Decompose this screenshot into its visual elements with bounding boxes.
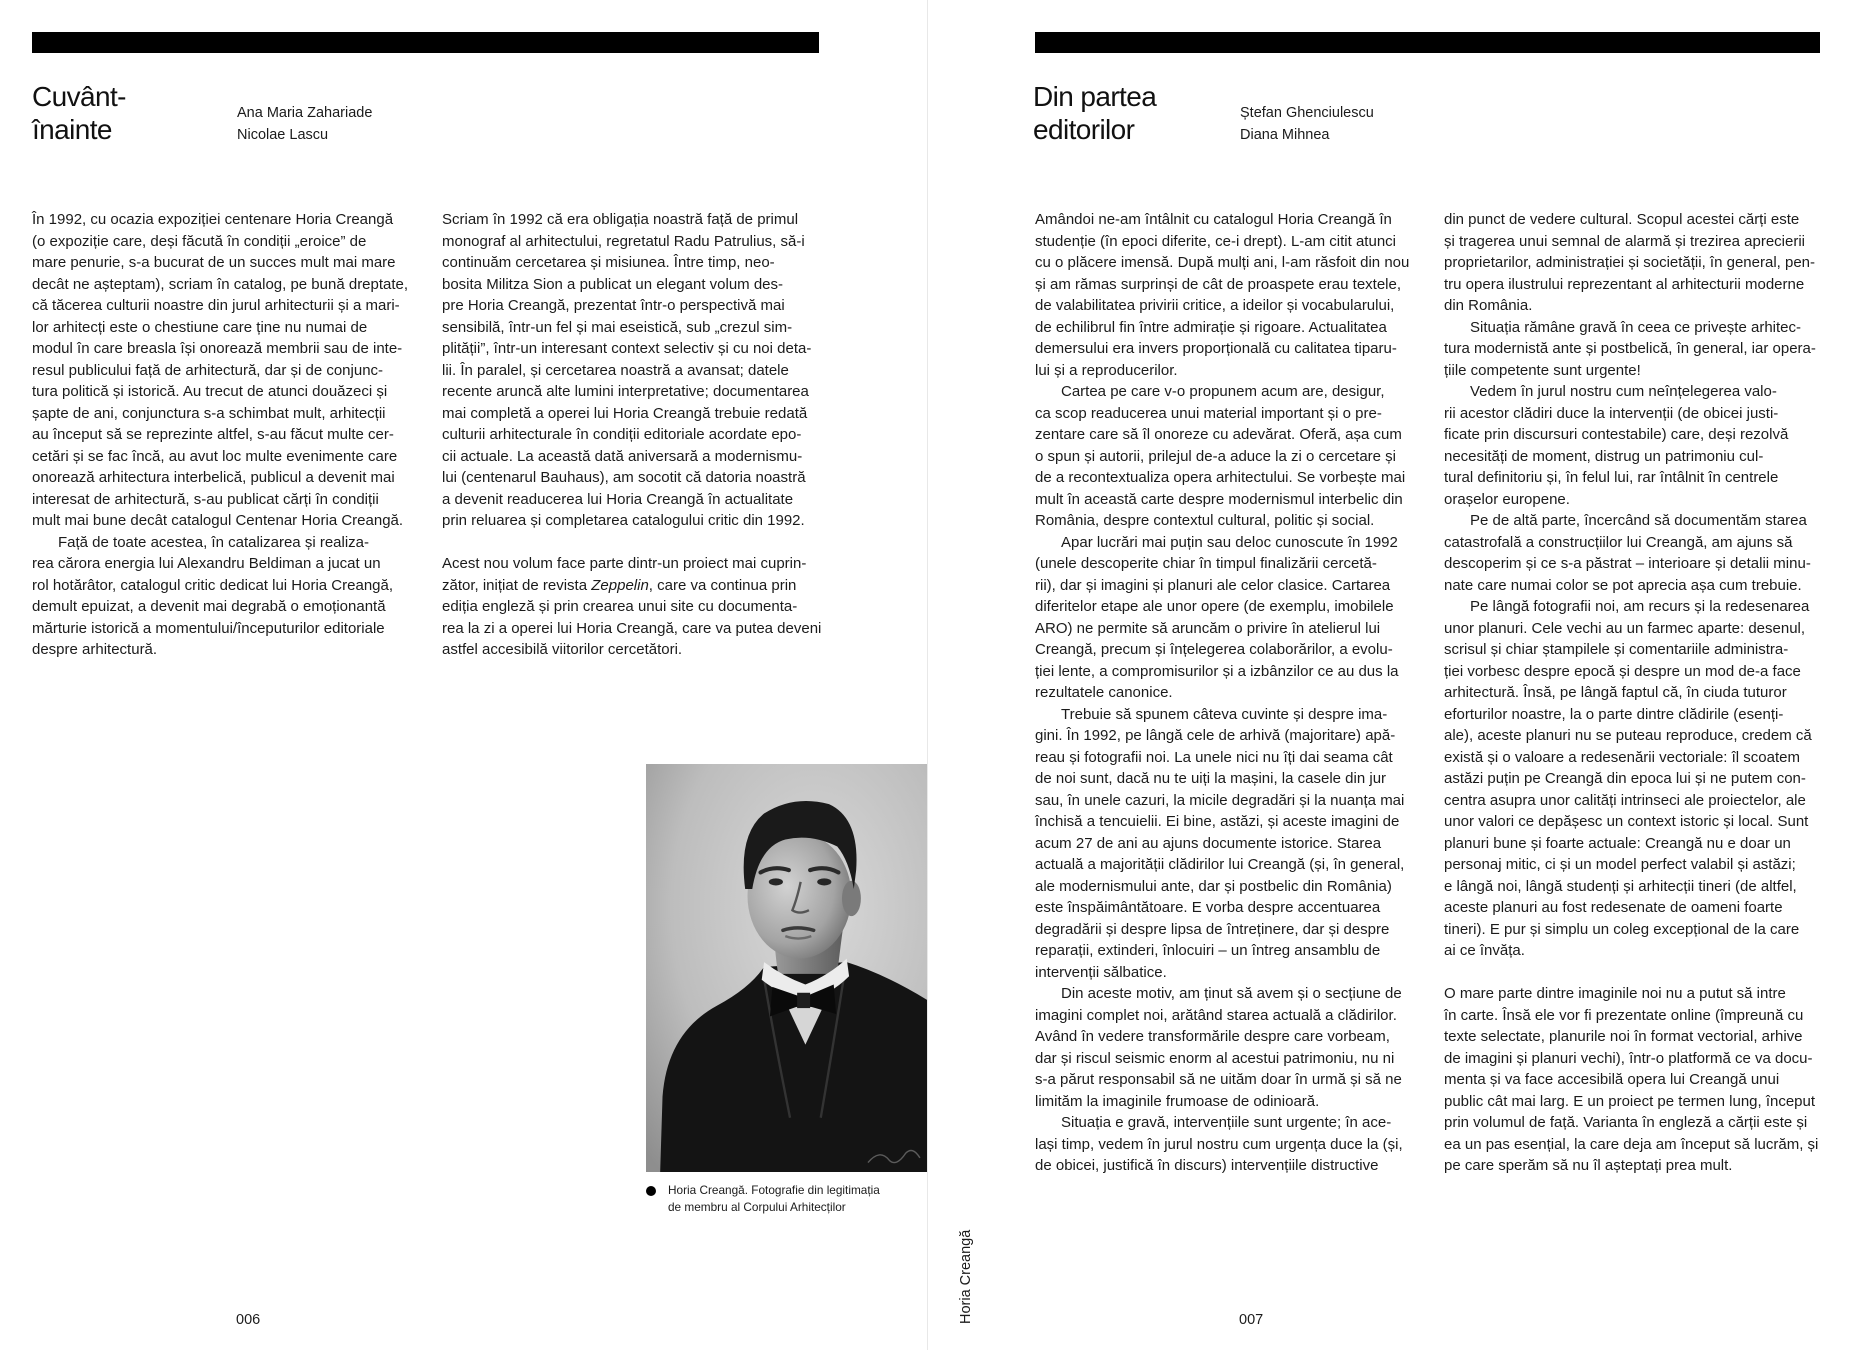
page-number: 006 xyxy=(236,1312,261,1328)
paragraph: Amândoi ne-am întâlnit cu catalogul Horia Creangă în studenție (în epoci diferite, ce-i drept). L-am citit atunci cu o plăcere imensă. După mulți ani, l-am răsfoit din nou și am rămas surprinși de cât de proaspete erau textele, de valabilitatea privirii critice, a ideilor și vocabularului, de echilibrul fin între admirație și rigoare. Actualitatea demersului era invers proporțională cu calitatea tiparu- lui și a reproducerilor. xyxy=(1035,211,1410,379)
magazine-name: Zeppelin xyxy=(591,576,649,594)
author-list xyxy=(1240,103,1374,146)
paragraph: Față de toate acestea, în catalizarea și realiza- rea cărora energia lui Alexandru Beldiman a jucat un rol hotărâtor, catalogul critic dedicat lui Horia Creangă, demult epuizat, a devenit mai degrabă o emoționantă mărturie istorică a momentului/începuturilor editoriale despre arhitectură. xyxy=(32,533,394,658)
caption-bullet xyxy=(646,1186,656,1196)
paragraph: din punct de vedere cultural. Scopul acestei cărți este și tragerea unui semnal de alarmă și trezirea aprecierii proprietarilor, administrației și societății, în general, pen- tru opera ilustrului reprezentant al arhitecturii moderne din România. xyxy=(1444,211,1816,314)
paragraph: Trebuie să spunem câteva cuvinte și despre ima- gini. În 1992, pe lângă cele de arhivă (majoritare) apă- reau și fotografii noi. La unele nici nu îți dai seama cât de noi sunt, dacă nu te uiți la mașini, la casele din jur sau, în unele cazuri, la micile degradări și la nuanța mai închisă a tencuielii. Ei bine, astăzi, și aceste imagini de acum 27 de ani au ajuns documente istorice. Starea actuală a majorității clădirilor lui Creangă (și, în general, ale modernismului ante, dar și postbelic din România) este înspăimântătoare. E vorba despre accentuarea degradării și despre lipsa de întreținere, dar și despre reparații, extinderi, înlocuiri – un întreg ansamblu de intervenții sălbatice. xyxy=(1035,705,1405,981)
page-number: 007 xyxy=(1239,1312,1264,1328)
paragraph-text: , care va continua prin ediția engleză și prin crearea unui site cu documenta- rea la zi a operei lui Horia Creangă, care va putea deveni astfel accesibilă viitorilor cercetători. xyxy=(442,576,822,658)
paragraph: Cartea pe care v-o propunem acum are, desigur, ca scop readucerea unui material important și o pre- zentare care să îl onoreze cu adevărat. Oferă, așa cum o spun și autorii, prilejul de-a aduce la zi o cercetare și de a recontextualiza opera arhitectului. Se vorbește mai mult în această carte despre modernismul interbelic din România, despre contextul cultural, politic și social. xyxy=(1035,383,1406,529)
right-page xyxy=(927,0,1850,1350)
text-column-1 xyxy=(1035,209,1420,1177)
portrait-image xyxy=(646,764,927,1172)
text-column-2 xyxy=(1444,209,1829,1177)
paragraph-text: Acest nou volum face parte dintr-un proiect mai cuprin- zător, inițiat de revista xyxy=(442,555,807,594)
paragraph: Situația e gravă, intervențiile sunt urgente; în ace- lași timp, vedem în jurul nostru cum urgența duce la (și, de obicei, justifică în discurs) intervențiile distructive xyxy=(1035,1114,1403,1174)
paragraph: În 1992, cu ocazia expoziției centenare Horia Creangă (o expoziție care, deși făcută în condiții „eroice” de mare penurie, s-a bucurat de un succes mult mai mare decât ne așteptam), scriam în catalog, pe bună dreptate, că tăcerea culturii noastre din jurul arhitecturii și a mari- lor arhitecți este o chestiune care ține nu numai de modul în care breasla își onorează membrii sau de inte- resul publicului față de arhitectură, dar și de conjunc- tura politică și istorică. Au trecut de atunci douăzeci și șapte de ani, conjunctura s-a schimbat mult, arhitecții au început să se reprezinte altfel, s-au făcut multe cer- cetări și se fac încă, au avut loc multe evenimente care onorează arhitectura interbelică, publicul a devenit mai interesat de arhitectură, s-au publicat cărți în condiții mult mai bune decât catalogul Centenar Horia Creangă. xyxy=(32,211,409,529)
author-list xyxy=(237,103,372,146)
author-name: Ștefan Ghenciulescu xyxy=(1240,105,1374,121)
author-name: Diana Mihnea xyxy=(1240,126,1330,143)
section-title: Cuvânt- înainte xyxy=(32,81,126,145)
photo-caption: Horia Creangă. Fotografie din legitimația de membru al Corpului Arhitecților xyxy=(668,1183,880,1214)
running-head: Horia Creangă xyxy=(958,1229,974,1324)
text-column-1 xyxy=(32,209,417,661)
author-name: Ana Maria Zahariade xyxy=(237,105,373,121)
header-bar xyxy=(32,32,819,53)
portrait-photo xyxy=(646,764,927,1172)
paragraph: O mare parte dintre imaginile noi nu a putut să intre în carte. Însă ele vor fi prezentate online (împreună cu texte selectate, planurile noi în format vectorial, arhive de imagini și planuri vechi), într-o platformă ce va docu- menta și va face accesibilă opera lui Creangă unui public cât mai larg. E un proiect pe termen lung, început prin volumul de față. Varianta în engleză a cărții este și ea un pas esențial, la care deja am început să lucrăm, și pe care sperăm să nu îl așteptați prea mult. xyxy=(1444,985,1819,1174)
section-title: Din partea editorilor xyxy=(1033,81,1157,145)
header-bar xyxy=(1035,32,1820,53)
paragraph: Vedem în jurul nostru cum neînțelegerea valo- rii acestor clădiri duce la intervenții (de obicei justi- ficate prin discursuri contestabile) care, deși rezolvă necesități de moment, distrug un patrimoniu cul- tural definitoriu și, în felul lui, rar întâlnit în centrele orașelor europene. xyxy=(1444,383,1789,508)
paragraph: Pe lângă fotografii noi, am recurs și la redesenarea unor planuri. Cele vechi au un farmec aparte: desenul, scrisul și chiar ștampilele și comentariile administra- ției vorbesc despre epocă și despre un mod de-a face arhitectură. Însă, pe lângă faptul că, în ciuda tuturor eforturilor noastre, la o parte dintre clădirile (esenți- ale), aceste planuri nu se puteau reproduce, credem că există și o valoare a redesenării vectoriale: îl scoatem astăzi puțin pe Creangă din epoca lui și ne putem con- centra asupra unor calități intrinseci ale proiectelor, ale unor valori ce depășesc un context istoric și local. Sunt planuri bune și foarte actuale: Creangă nu e doar un personaj mitic, ci și un model perfect valabil și astăzi; e lângă noi, lângă studenți și arhitecții tineri (de altfel, aceste planuri au fost redesenate de oameni foarte tineri). E pur și simplu un coleg excepțional de la care ai ce învăța. xyxy=(1444,598,1812,959)
paragraph: Scriam în 1992 că era obligația noastră față de primul monograf al arhitectului, regretatul Radu Patrulius, să-i continuăm cercetarea și misiunea. Între timp, neo- bosita Militza Sion a publicat un elegant volum des- pre Horia Creangă, prezentat într-o perspectivă mai sensibilă, într-un fel și mai eseistică, sub „crezul sim- plității”, într-un interesant context selectiv și cu noi deta- lii. În paralel, și cercetarea noastră a avansat; datele recente aruncă alte lumini interpretative; documentarea mai completă a operei lui Horia Creangă trebuie redată culturii arhitecturale în condiții editoriale acordate epo- cii actuale. La această dată aniversară a modernismu- lui (centenarul Bauhaus), am socotit că datoria noastră a devenit readucerea lui Horia Creangă în actualitate prin reluarea și completarea catalogului critic din 1992. xyxy=(442,211,812,529)
paragraph: Situația rămâne gravă în ceea ce privește arhitec- tura modernistă ante și postbelică, în general, iar opera- țiile competente sunt urgente! xyxy=(1444,318,1816,379)
text-column-2 xyxy=(442,209,827,661)
paragraph: Apar lucrări mai puțin sau deloc cunoscute în 1992 (unele descoperite chiar în timpul finalizării cercetă- rii), dar și imagini și planuri ale celor clasice. Cartarea diferitelor etape ale unor opere (de exemplu, imobilele ARO) ne permite să aruncăm o privire în atelierul lui Creangă, precum și înțelegerea colaborărilor, a evolu- ției lente, a compromisurilor și a izbânzilor ce au dus la rezultatele canonice. xyxy=(1035,533,1399,701)
paragraph: Din aceste motiv, am ținut să avem și o secțiune de imagini complet noi, arătând starea actuală a clădirilor. Având în vedere transformările despre care vorbeam, dar și riscul seismic enorm al acestui patrimoniu, nu ni s-a părut responsabil să ne uităm doar în urmă și să ne limităm la imaginile frumoase de odinioară. xyxy=(1035,985,1402,1110)
paragraph: Pe de altă parte, încercând să documentăm starea catastrofală a construcțiilor lui Creangă, am ajuns să descoperim și ce s-a păstrat – interioare și detalii minu- nate care numai color se pot aprecia așa cum trebuie. xyxy=(1444,512,1811,594)
author-name: Nicolae Lascu xyxy=(237,126,329,143)
paragraph xyxy=(442,553,827,661)
